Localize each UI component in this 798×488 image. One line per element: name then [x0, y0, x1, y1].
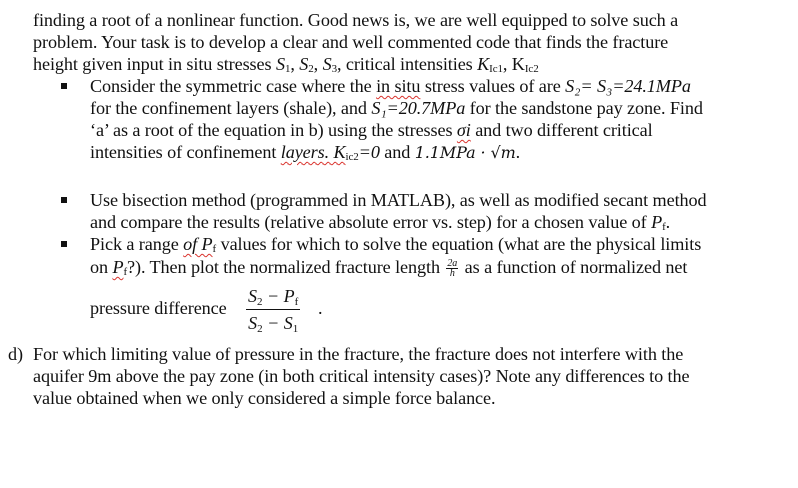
pressure-fraction-numerator	[246, 285, 300, 307]
sep-3: ,	[502, 54, 512, 74]
kic2-sub: ic2	[345, 151, 359, 163]
bullet2-line-1	[90, 189, 707, 211]
b2-text-1: Use bisection method (programmed in MATLAB), as well as modified secant method	[90, 190, 707, 210]
frac-minus-p: − P	[262, 286, 295, 306]
b3-text-1b: values for which to solve the equation (what are the physical limits	[216, 234, 702, 254]
frac-den-s2-sub: 2	[257, 323, 263, 335]
part-d-line-3	[33, 387, 495, 409]
b1-math-4b: 1.1MPa · √m	[414, 143, 516, 162]
intro-text-3b: , critical intensities	[336, 54, 478, 74]
fraction-denominator: h	[449, 268, 455, 280]
b1-math-2: S₁=20.7MPa	[371, 98, 466, 118]
frac-s2-sub: 2	[257, 296, 263, 308]
bullet-marker-1	[61, 83, 67, 89]
bullet1-line-4	[90, 141, 520, 164]
pf-sub: f	[662, 221, 666, 233]
pf-symbol: P	[112, 257, 124, 277]
frac-s2: S	[248, 286, 257, 306]
intro-line-1	[33, 9, 678, 31]
b1-text-4a: intensities of confinement	[90, 142, 281, 162]
k1-symbol: K	[477, 54, 490, 74]
fraction-bar	[246, 309, 300, 310]
part-d-line-2	[33, 365, 689, 387]
sep-2: ,	[313, 54, 323, 74]
s1-symbol: S	[275, 54, 285, 74]
spellcheck-word: of P	[183, 234, 213, 254]
part-d-label-text: d)	[8, 344, 23, 364]
intro-text-2: problem. Your task is to develop a clear and well commented code that finds the fracture	[33, 32, 669, 52]
pressure-fraction-denominator	[246, 312, 300, 334]
k1-sub: Ic1	[489, 63, 503, 75]
pf-sub: f	[123, 266, 128, 278]
b1-text-4end: .	[515, 142, 521, 162]
bullet3-line-1	[90, 233, 701, 255]
bullet2-line-2	[90, 211, 670, 233]
k2-symbol: K	[511, 54, 525, 74]
intro-text-1: finding a root of a nonlinear function. Good news is, we are well equipped to solve such a	[33, 10, 679, 30]
bullet-marker-2	[61, 197, 67, 203]
intro-text-3a: height given input in situ stresses	[33, 54, 276, 74]
b1-math-1: S₂= S₃=24.1MPa	[565, 76, 691, 96]
bullet3-line-3	[90, 297, 227, 319]
spellcheck-word: layers. K	[280, 142, 346, 162]
b3-text-2c: as a function of normalized net	[460, 257, 688, 277]
spellcheck-word: in situ	[376, 76, 421, 96]
b3-text-end: .	[318, 298, 323, 318]
part-d-text-3: value obtained when we only considered a simple force balance.	[33, 388, 496, 408]
s3-symbol: S	[322, 54, 332, 74]
pf-sub: f	[212, 243, 217, 255]
b1-math-4a: =0	[358, 142, 380, 162]
bullet-marker-3	[61, 241, 67, 247]
intro-line-2	[33, 31, 668, 53]
k2-sub: Ic2	[524, 63, 539, 75]
fraction-period	[318, 297, 322, 319]
b1-text-2a: for the confinement layers (shale), and	[90, 98, 372, 118]
s3-sub: 3	[331, 63, 337, 75]
sigma-symbol: σi	[456, 120, 471, 140]
s1-sub: 1	[284, 63, 291, 75]
b1-text-3b: and two different critical	[470, 120, 653, 140]
b1-text-3a: ‘a’ as a root of the equation in b) using the stresses	[90, 120, 457, 140]
fraction-2a-over-h	[446, 259, 458, 278]
fraction-numerator: 2a	[447, 258, 458, 270]
pressure-fraction	[246, 285, 300, 334]
s2-symbol: S	[299, 54, 309, 74]
sep-1: ,	[290, 54, 300, 74]
s2-sub: 2	[308, 63, 314, 75]
pf-symbol: P	[651, 212, 663, 232]
part-d-line-1	[33, 343, 683, 365]
b1-text-4c: and	[379, 142, 415, 162]
frac-den-minus-s: − S	[262, 313, 293, 333]
b1-text-1a: Consider the symmetric case where the	[90, 76, 377, 96]
b3-text-3a: pressure difference	[90, 298, 227, 318]
b2-text-2end: .	[665, 212, 671, 232]
frac-den-s1-sub: 1	[292, 323, 299, 335]
b3-text-2b: ?). Then plot the normalized fracture length	[127, 257, 445, 277]
bullet1-line-2	[90, 97, 703, 119]
bullet1-line-1	[90, 75, 691, 97]
b1-text-1b: stress values of are	[420, 76, 566, 96]
part-d-text-1: For which limiting value of pressure in the fracture, the fracture does not interfere with the	[33, 344, 684, 364]
part-d-label	[8, 343, 23, 365]
b3-text-2a: on	[90, 257, 113, 277]
bullet1-line-3	[90, 119, 653, 141]
frac-den-s2: S	[248, 313, 258, 333]
bullet3-line-2	[90, 256, 687, 278]
b3-text-1a: Pick a range	[90, 234, 184, 254]
intro-line-3	[33, 53, 539, 75]
frac-pf-sub: f	[294, 296, 299, 308]
b1-text-2b: for the sandstone pay zone. Find	[465, 98, 703, 118]
b2-text-2a: and compare the results (relative absolute error vs. step) for a chosen value of	[90, 212, 652, 232]
part-d-text-2: aquifer 9m above the pay zone (in both critical intensity cases)? Note any differences to the	[33, 366, 690, 386]
